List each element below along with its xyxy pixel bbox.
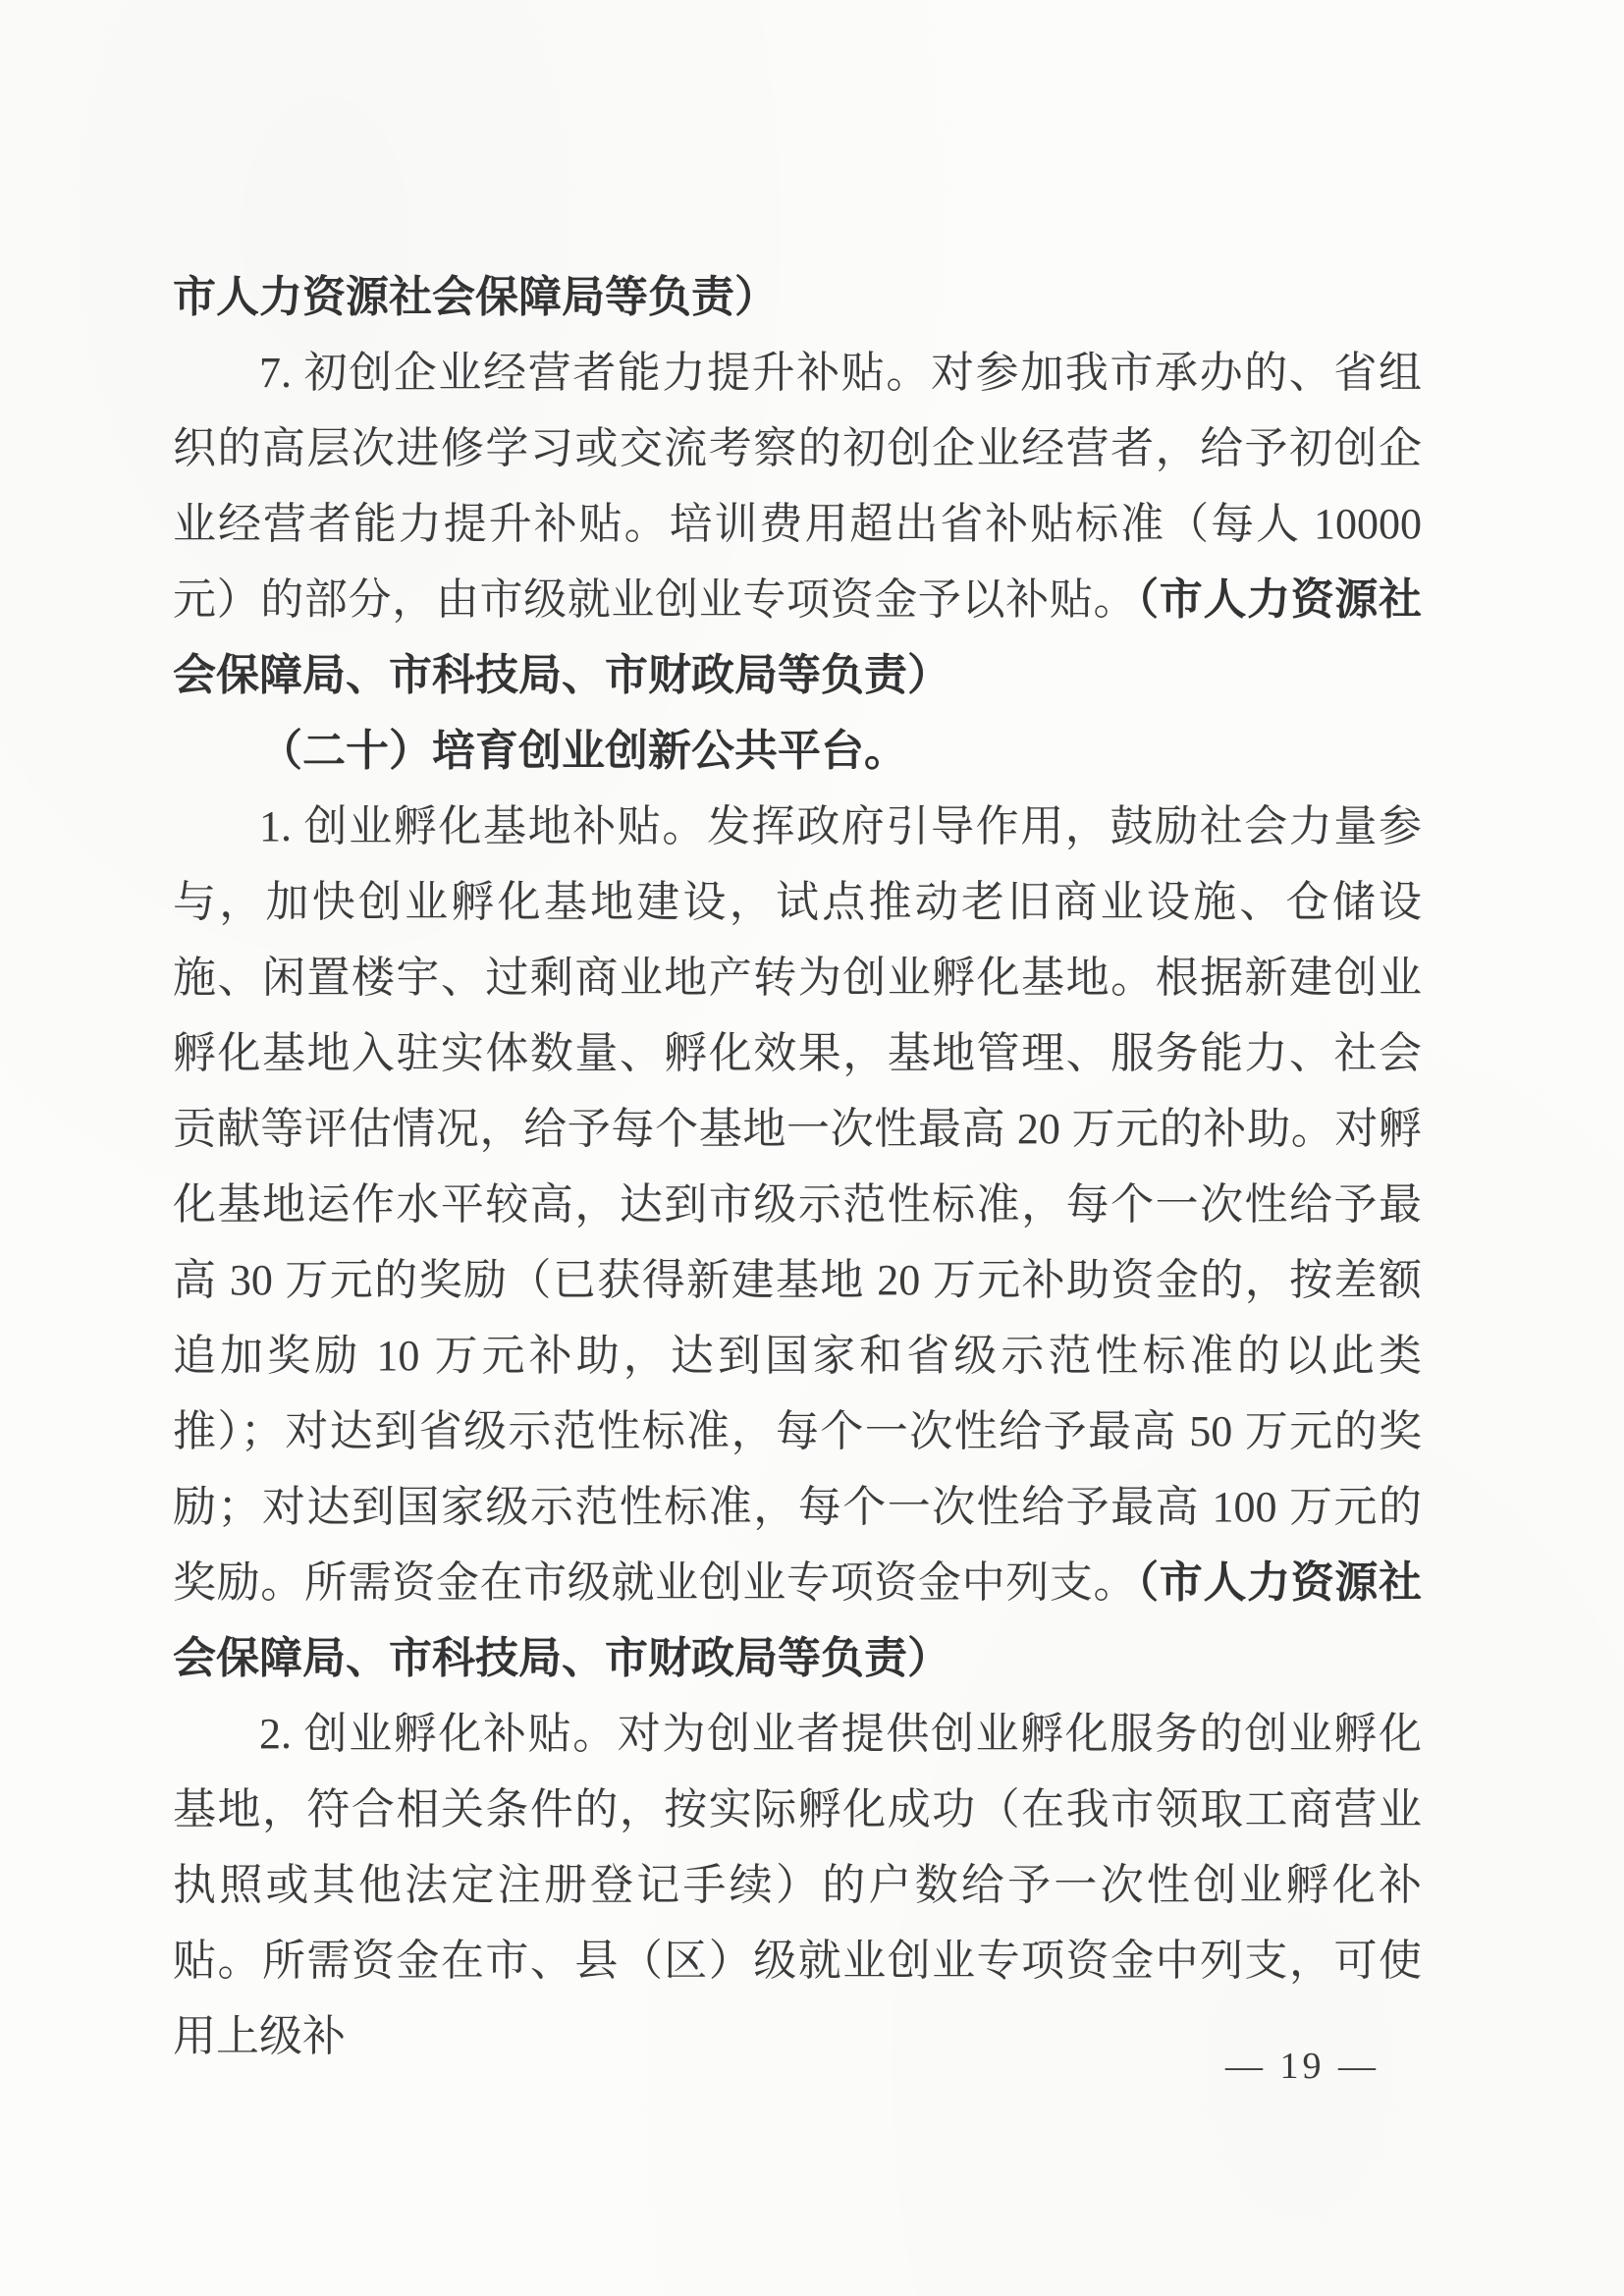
text-run: 7. 初创企业经营者能力提升补贴。对参加我市承办的、省组织的高层次进修学习或交流考察的初创企业经营者，给予初创企业经营者能力提升补贴。培训费用超出省补贴标准（每人 10000 元）的部分，由市级就业创业专项资金予以补贴。 — [173, 349, 1422, 624]
text-run: 2. 创业孵化补贴。对为创业者提供创业孵化服务的创业孵化基地，符合相关条件的，按实际孵化成功（在我市领取工商营业执照或其他法定注册登记手续）的户数给予一次性创业孵化补贴。所需资金在市、县（区）级就业创业专项资金中列支，可使用上级补 — [173, 1710, 1422, 2060]
paragraph — [173, 1696, 1422, 2074]
page-number: — 19 — — [1225, 2046, 1380, 2087]
paragraph — [173, 335, 1422, 713]
department-annotation: 市人力资源社会保障局等负责） — [173, 273, 778, 321]
paragraph — [173, 789, 1422, 1696]
paragraph — [173, 259, 1422, 335]
department-annotation: （市人力资源社会保障局、市科技局、市财政局等负责） — [173, 575, 1423, 699]
paragraph — [173, 713, 1422, 789]
document-body — [173, 259, 1422, 2074]
department-annotation: （二十）培育创业创新公共平台。 — [259, 727, 907, 775]
department-annotation: （市人力资源社会保障局、市科技局、市财政局等负责） — [173, 1558, 1423, 1682]
text-run: 1. 创业孵化基地补贴。发挥政府引导作用，鼓励社会力量参与，加快创业孵化基地建设，试点推动老旧商业设施、仓储设施、闲置楼宇、过剩商业地产转为创业孵化基地。根据新建创业孵化基地入驻实体数量、孵化效果，基地管理、服务能力、社会贡献等评估情况，给予每个基地一次性最高 20 万元的补助。对孵化基地运作水平较高，达到市级示范性标准，每个一次性给予最高 30 万元的奖励（已获得新建基地 20 万元补助资金的，按差额追加奖励 10 万元补助，达到国家和省级示范性标准的以此类推）；对达到省级示范性标准，每个一次性给予最高 50 万元的奖励；对达到国家级示范性标准，每个一次性给予最高 100 万元的奖励。所需资金在市级就业创业专项资金中列支。 — [173, 802, 1422, 1607]
